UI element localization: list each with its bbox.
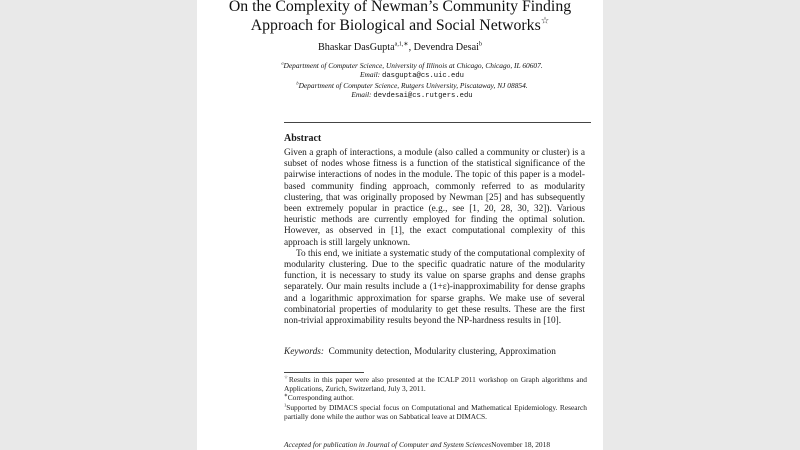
abstract-paragraph-2: To this end, we initiate a systematic study of the computational complexity of modularity clustering. Due to the specific quadratic nature of the modularity function, it is necessary to study its value on sparse graphs and dense graphs separately. Our main results include a (1+ε)-inapproximability for dense graphs and a logarithmic approximation for sparse graphs. We make use of several combinatorial properties of modularity to get these results. These are the first non-trivial approximability results beyond the NP-hardness results in [10]. — [284, 248, 585, 327]
affiliation-b-mark: b — [296, 80, 299, 86]
paper-title — [197, 0, 603, 35]
keywords-line — [284, 347, 589, 357]
author-1-name: Bhaskar DasGupta — [317, 42, 395, 53]
author-2-name: Devendra Desai — [413, 42, 479, 53]
footnote-rule — [284, 372, 364, 373]
footnote-3-mark: 1 — [284, 402, 287, 408]
acceptance-text: Accepted for publication in Journal of Computer and System Sciences — [284, 440, 492, 449]
email-link-desai[interactable]: devdesai@cs.rutgers.edu — [373, 92, 473, 100]
acceptance-date: November 18, 2018 — [491, 440, 551, 449]
affiliation-a-mark: a — [281, 60, 284, 66]
affiliation-a — [227, 61, 597, 81]
author-1-marks: a,1,∗ — [394, 41, 409, 48]
email-label: Email: — [360, 70, 381, 79]
footnote-2-text: Corresponding author. — [287, 393, 354, 402]
acceptance-line — [284, 440, 587, 449]
footnote-3-text: Supported by DIMACS special focus on Computational and Mathematical Epidemiology. Research partially done while the author was on Sabbatical leave at DIMACS. — [284, 403, 587, 421]
title-footnote-mark: ☆ — [540, 16, 550, 27]
keywords-label: Keywords: — [284, 347, 324, 357]
affiliation-b-text — [227, 81, 597, 90]
footnote-1-text: Results in this paper were also presented at the ICALP 2011 workshop on Graph algorithms and Applications, Zurich, Switzerland, July 3, 2011. — [284, 375, 587, 393]
footnote-3 — [284, 403, 587, 421]
email-link-dasgupta[interactable]: dasgupta@cs.uic.edu — [382, 72, 464, 80]
abstract-heading: Abstract — [284, 133, 322, 144]
footnote-1-mark: ☆ — [284, 374, 289, 380]
author-2-marks: b — [479, 41, 483, 48]
affiliation-b — [227, 81, 597, 101]
affiliation-a-address: Department of Computer Science, University of Illinois at Chicago, Chicago, IL 60607. — [283, 61, 543, 70]
footnote-2-mark: ∗ — [284, 392, 288, 398]
footnote-1 — [284, 375, 587, 393]
title-line-2 — [197, 16, 603, 35]
footnote-2 — [284, 393, 587, 402]
abstract-top-rule — [284, 122, 591, 123]
abstract-body — [284, 148, 585, 327]
affiliation-b-address: Department of Computer Science, Rutgers University, Piscataway, NJ 08854. — [298, 81, 528, 90]
affiliation-b-email-line — [227, 90, 597, 101]
paper-page — [197, 0, 603, 450]
title-line-2-text: Approach for Biological and Social Networks — [250, 17, 541, 34]
affiliation-a-email-line — [227, 70, 597, 81]
keywords-list: Community detection, Modularity clustering, Approximation — [328, 347, 556, 357]
email-label: Email: — [351, 90, 372, 99]
author-list: Bhaskar DasGupta$^{a,1,∗}$, Devendra Desai$^b$ — [317, 41, 483, 53]
title-line-1: On the Complexity of Newman’s Community Finding — [228, 0, 572, 15]
abstract-paragraph-1: Given a graph of interactions, a module (also called a community or cluster) is a subset of nodes whose fitness is a function of the statistical significance of the pairwise interactions of nodes in the module. The topic of this paper is a model-based community finding approach, commonly referred to as modularity clustering, that was originally proposed by Newman [25] and has subsequently been extremely popular in practice (e.g., see [1, 20, 28, 30, 32]). Various heuristic methods are currently employed for finding the optimal solution. However, as observed in [1], the exact computational complexity of this approach is still largely unknown. — [284, 148, 585, 248]
affiliation-a-text — [227, 61, 597, 70]
